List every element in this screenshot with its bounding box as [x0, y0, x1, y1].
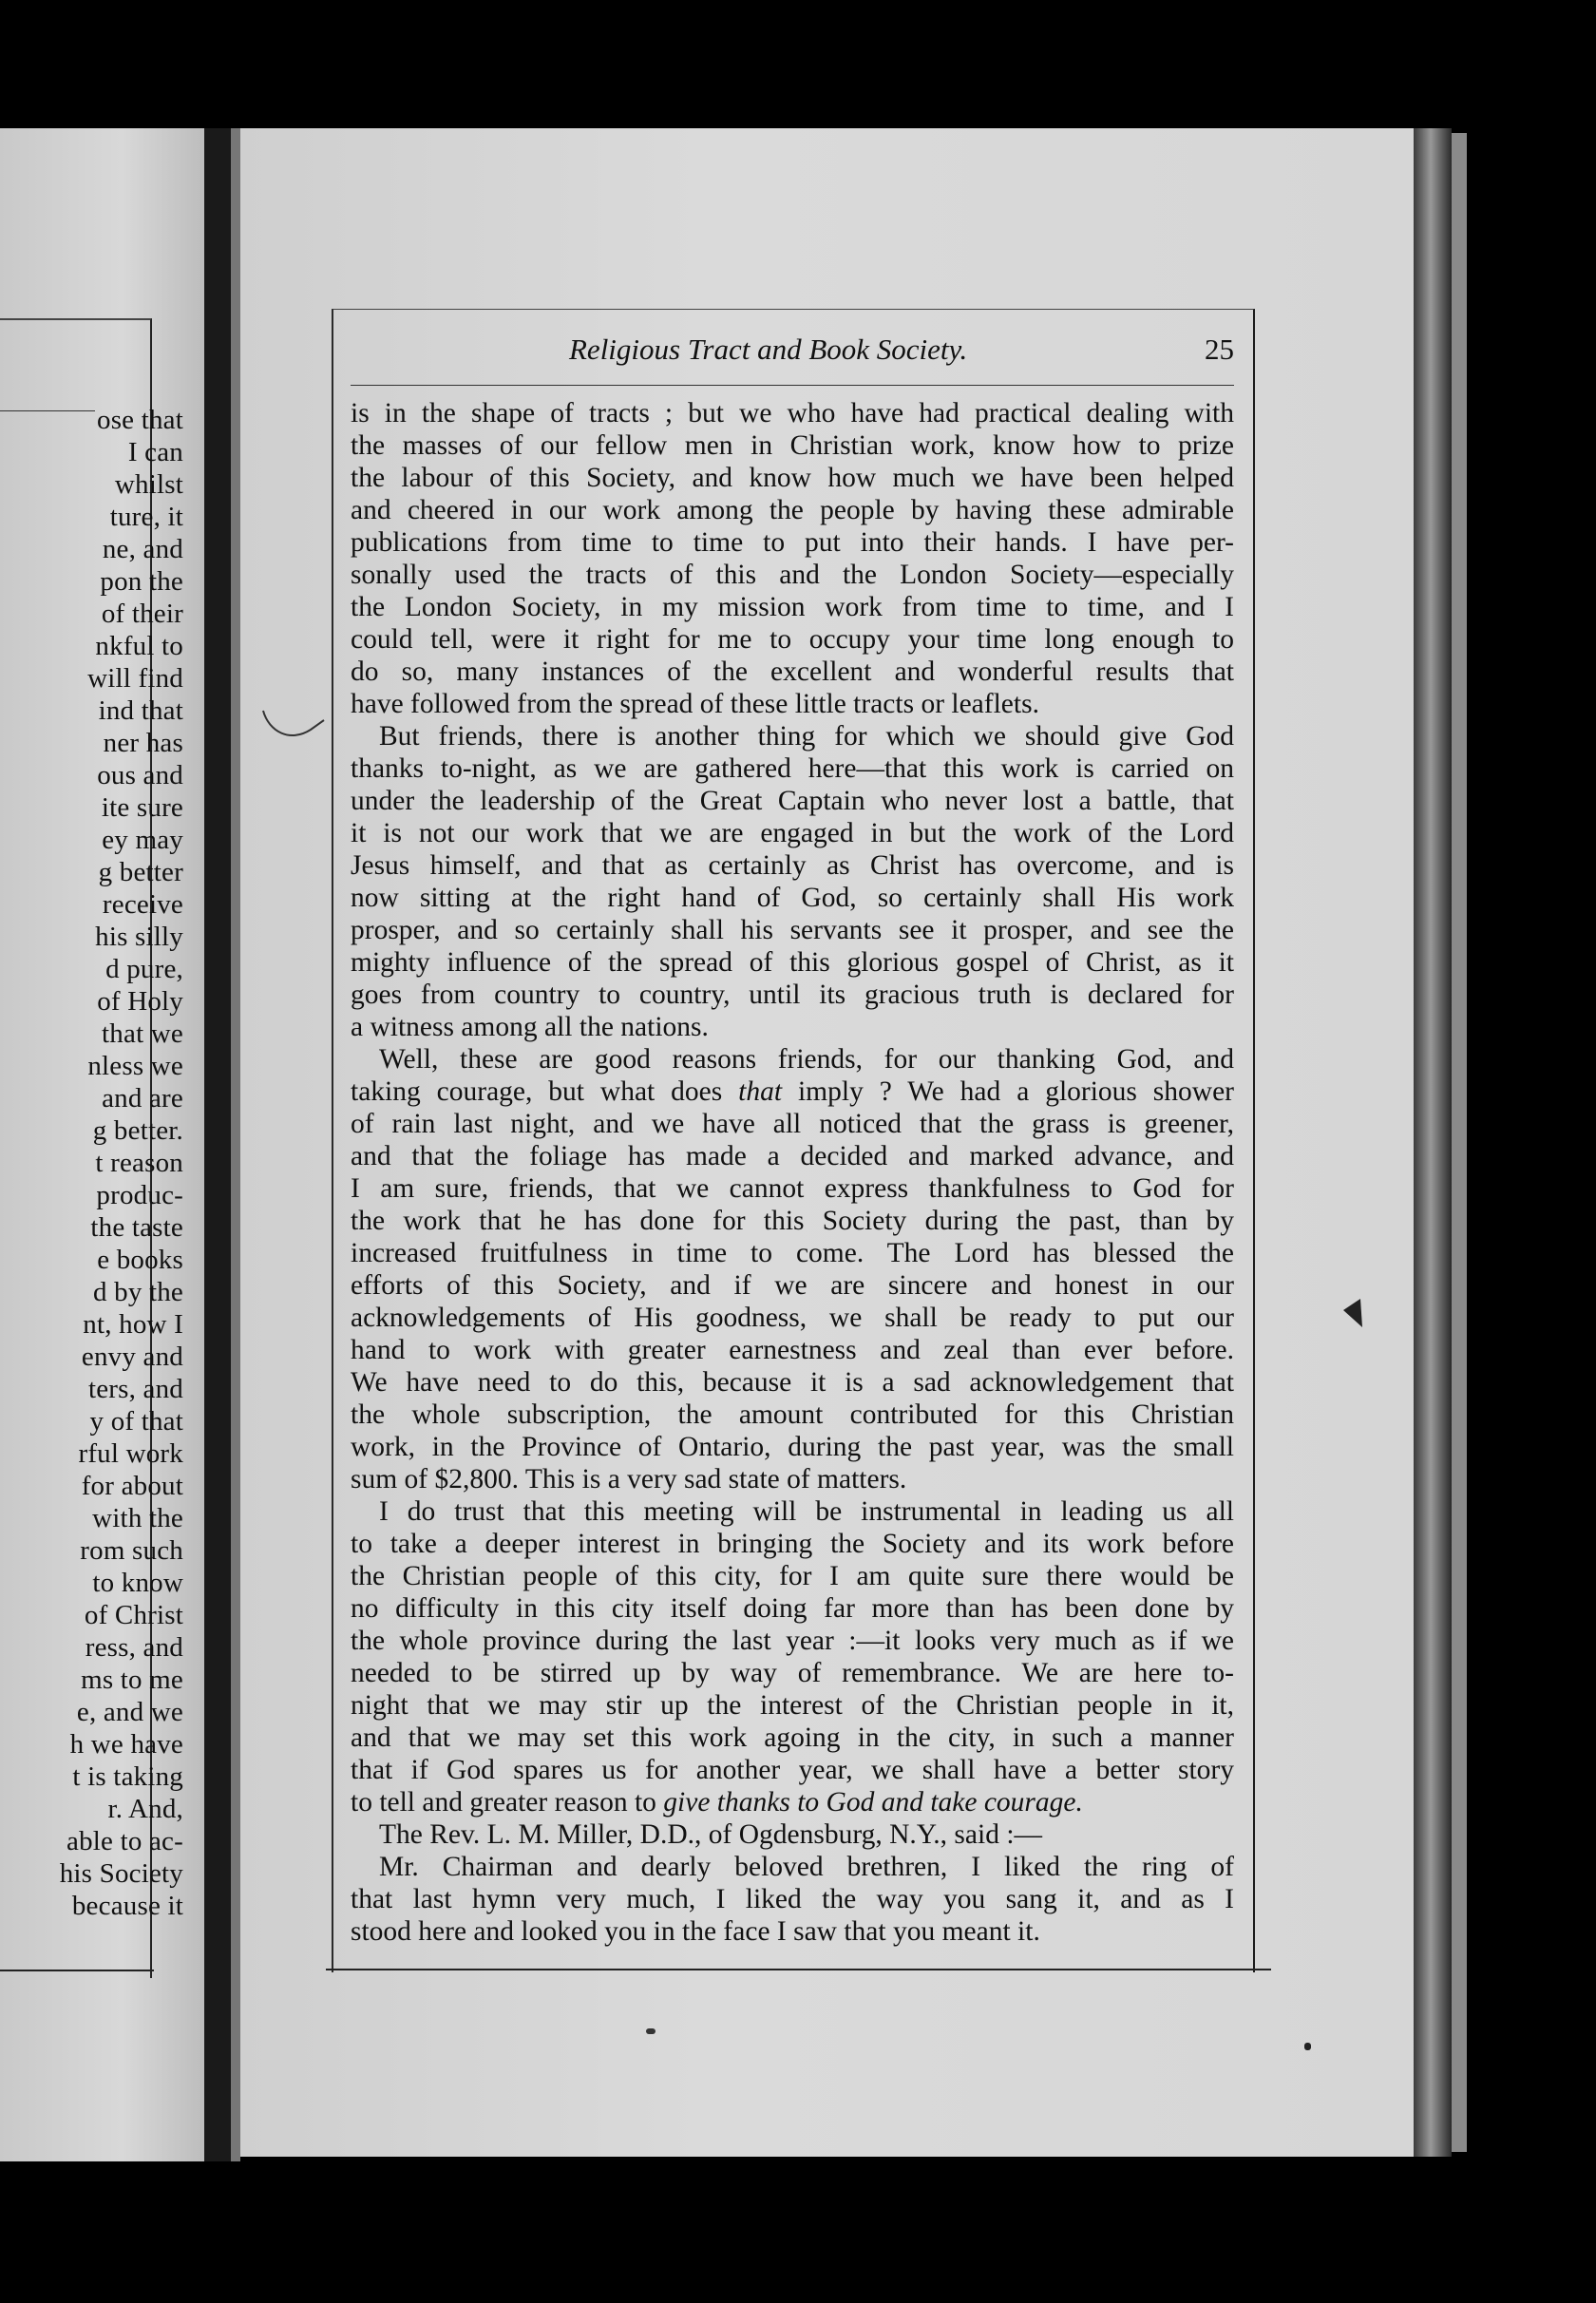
body-line: the whole subscription, the amount contributed for this Christian	[351, 1399, 1234, 1430]
body-line: Mr. Chairman and dearly beloved brethren, I liked the ring of	[379, 1852, 1234, 1882]
left-page-line: g better.	[92, 1115, 183, 1146]
bottom-rule	[326, 1969, 1271, 1970]
body-line: the work that he has done for this Society during the past, than by	[351, 1206, 1234, 1236]
body-line: I do trust that this meeting will be instrumental in leading us all	[379, 1496, 1234, 1527]
body-line: that if God spares us for another year, we shall have a better story	[351, 1755, 1234, 1785]
body-line: goes from country to country, until its gracious truth is declared for	[351, 980, 1234, 1010]
running-title: Religious Tract and Book Society.	[569, 333, 968, 366]
left-page-line: d pure,	[105, 954, 183, 984]
body-line: could tell, were it right for me to occupy your time long enough to	[351, 624, 1234, 655]
body-line: taking courage, but what does that imply ? We had a glorious shower	[351, 1076, 1235, 1107]
speck-mark	[1304, 2043, 1311, 2050]
body-line: night that we may stir up the interest of the Christian people in it,	[351, 1690, 1234, 1721]
margin-pencil-mark	[261, 703, 328, 751]
body-line: thanks to-night, as we are gathered here—that this work is carried on	[351, 753, 1234, 784]
left-page-line: t is taking	[72, 1761, 183, 1792]
left-page-line: receive	[102, 889, 183, 920]
body-line: publications from time to time to put into their hands. I have per-	[351, 527, 1234, 558]
body-line: prosper, and so certainly shall his servants see it prosper, and see the	[351, 915, 1234, 945]
left-page-text	[12, 404, 183, 1922]
body-line: to tell and greater reason to give thanks to God and take courage.	[351, 1787, 1083, 1818]
left-page-line: ms to me	[81, 1665, 183, 1695]
left-page-line: of Holy	[97, 986, 183, 1017]
left-page-line: because it	[71, 1891, 183, 1921]
body-line: needed to be stirred up by way of remembrance. We are here to-	[351, 1658, 1234, 1688]
left-page-line: of their	[101, 599, 183, 629]
body-line: Jesus himself, and that as certainly as Christ has overcome, and is	[351, 850, 1234, 881]
left-page-line: h we have	[69, 1729, 183, 1760]
left-page-bottom-rule	[0, 1970, 154, 1971]
body-line: of rain last night, and we have all noticed that the grass is greener,	[351, 1109, 1234, 1139]
left-page-line: pon the	[100, 566, 183, 597]
left-page-line: of Christ	[84, 1600, 183, 1630]
body-line: sonally used the tracts of this and the London Society—especially	[351, 560, 1234, 590]
left-page-line: I can	[127, 437, 183, 467]
speck-mark	[646, 2028, 656, 2034]
page-edge	[1414, 128, 1452, 2157]
body-line: do so, many instances of the excellent and wonderful results that	[351, 657, 1234, 687]
body-line: and cheered in our work among the people by having these admirable	[351, 495, 1234, 525]
left-page-line: ters, and	[87, 1374, 183, 1404]
left-page-fragment	[0, 128, 204, 2161]
left-page-line: nkful to	[95, 631, 183, 661]
left-page-line: d by the	[92, 1277, 183, 1307]
left-page-line: ner has	[103, 728, 183, 758]
left-page-line: r. And,	[107, 1794, 183, 1824]
body-line: the Christian people of this city, for I am quite sure there would be	[351, 1561, 1234, 1591]
gutter-edge	[231, 128, 240, 2161]
body-line: I am sure, friends, that we cannot express thankfulness to God for	[351, 1173, 1234, 1204]
left-page-line: whilst	[114, 469, 183, 500]
left-page-line: the taste	[90, 1212, 183, 1243]
body-line: We have need to do this, because it is a sad acknowledgement that	[351, 1367, 1234, 1398]
body-line: stood here and looked you in the face I saw that you meant it.	[351, 1916, 1040, 1947]
left-page-line: ous and	[97, 760, 183, 790]
body-line: the London Society, in my mission work from time to time, and I	[351, 592, 1234, 622]
body-line: The Rev. L. M. Miller, D.D., of Ogdensburg, N.Y., said :—	[379, 1819, 1043, 1850]
left-page-line: nless we	[87, 1051, 183, 1081]
left-page-line: ey may	[102, 825, 183, 855]
left-page-line: y of that	[89, 1406, 183, 1437]
body-line: efforts of this Society, and if we are sincere and honest in our	[351, 1270, 1234, 1301]
left-page-line: envy and	[81, 1342, 183, 1372]
left-page-line: ress, and	[85, 1632, 183, 1663]
margin-arrow-mark	[1341, 1297, 1364, 1329]
left-page-line: able to ac-	[66, 1826, 183, 1856]
left-page-line: e, and we	[76, 1697, 183, 1727]
book-gutter	[204, 128, 231, 2161]
body-line: Well, these are good reasons friends, for our thanking God, and	[379, 1044, 1234, 1075]
left-page-line: ind that	[98, 695, 183, 726]
left-page-line: and are	[102, 1083, 183, 1113]
body-line: and that the foliage has made a decided and marked advance, and	[351, 1141, 1234, 1171]
body-line: no difficulty in this city itself doing far more than has been done by	[351, 1593, 1234, 1624]
left-page-line: with the	[92, 1503, 183, 1533]
left-page-line: rful work	[78, 1438, 183, 1469]
body-line: work, in the Province of Ontario, during the past year, was the small	[351, 1432, 1234, 1462]
left-page-line: will find	[87, 663, 183, 694]
body-line: the masses of our fellow men in Christian work, know how to prize	[351, 430, 1234, 461]
body-line: increased fruitfulness in time to come. The Lord has blessed the	[351, 1238, 1234, 1268]
left-page-line: t reason	[95, 1148, 183, 1178]
left-page-line: e books	[97, 1245, 183, 1275]
left-page-line: to know	[92, 1568, 183, 1598]
left-page-line: ture, it	[109, 502, 183, 532]
left-page-line: that we	[102, 1018, 183, 1049]
body-line: the whole province during the last year :—it looks very much as if we	[351, 1626, 1234, 1656]
page-edge-shadow	[1452, 133, 1467, 2152]
left-page-line: his Society	[59, 1858, 183, 1889]
body-line: under the leadership of the Great Captain who never lost a battle, that	[351, 786, 1234, 816]
body-line: the labour of this Society, and know how much we have been helped	[351, 463, 1234, 493]
left-page-line: produc-	[96, 1180, 183, 1210]
body-line: and that we may set this work agoing in the city, in such a manner	[351, 1722, 1234, 1753]
body-line: mighty influence of the spread of this glorious gospel of Christ, as it	[351, 947, 1234, 978]
left-page-line: for about	[81, 1471, 183, 1501]
body-line: that last hymn very much, I liked the way you sang it, and as I	[351, 1884, 1234, 1914]
header-rule	[351, 385, 1234, 386]
left-page-line: rom such	[80, 1535, 183, 1566]
body-line: hand to work with greater earnestness and zeal than ever before.	[351, 1335, 1234, 1365]
page-number: 25	[1205, 333, 1234, 366]
body-line: now sitting at the right hand of God, so certainly shall His work	[351, 883, 1234, 913]
body-line: sum of $2,800. This is a very sad state of matters.	[351, 1464, 907, 1494]
body-line: have followed from the spread of these little tracts or leaflets.	[351, 689, 1039, 719]
left-page-line: ite sure	[101, 792, 183, 823]
left-page-line: nt, how I	[83, 1309, 183, 1340]
left-page-line: ne, and	[102, 534, 183, 564]
running-head	[351, 333, 1234, 371]
body-line: is in the shape of tracts ; but we who have had practical dealing with	[351, 398, 1234, 428]
body-text	[351, 397, 1234, 1948]
left-page-line: g better	[98, 857, 183, 887]
left-page-line: ose that	[97, 405, 183, 435]
body-line: it is not our work that we are engaged in but the work of the Lord	[351, 818, 1234, 848]
body-line: acknowledgements of His goodness, we shall be ready to put our	[351, 1303, 1234, 1333]
body-line: But friends, there is another thing for which we should give God	[379, 721, 1234, 752]
body-line: a witness among all the nations.	[351, 1012, 709, 1042]
body-line: to take a deeper interest in bringing the Society and its work before	[351, 1529, 1234, 1559]
left-page-line: his silly	[95, 922, 183, 952]
